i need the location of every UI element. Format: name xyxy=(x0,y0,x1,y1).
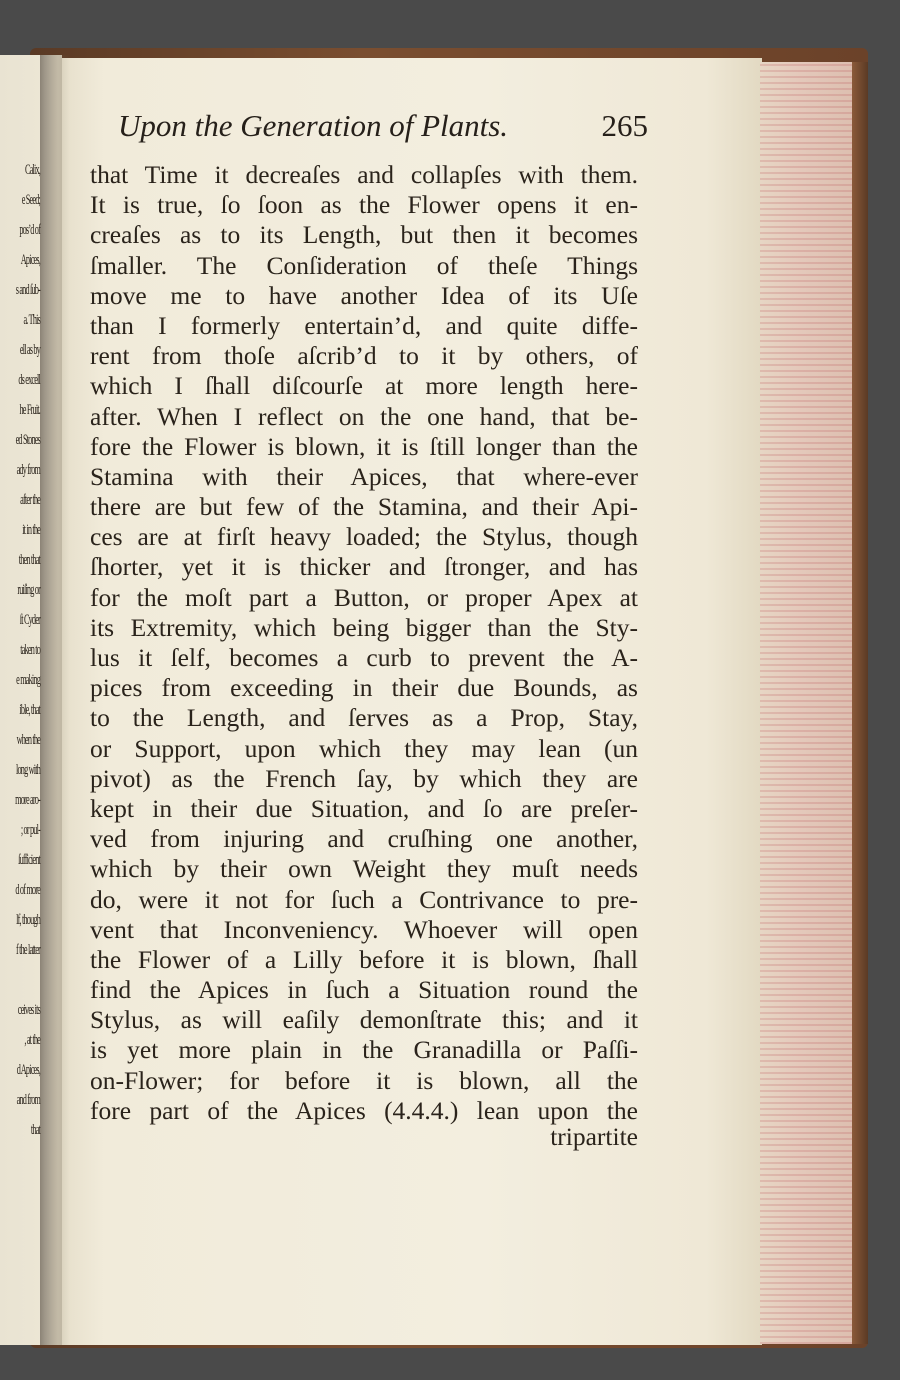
left-page-fragment: it in the xyxy=(22,522,40,538)
text-line: ſhorter, yet it is thicker and ſtronger, and has xyxy=(90,552,638,582)
text-line: is yet more plain in the Granadilla or Paſſi- xyxy=(90,1035,638,1065)
text-line: that Time it decreaſes and collapſes with them. xyxy=(90,160,638,189)
text-line: do, were it not for ſuch a Contrivance to pre- xyxy=(90,884,638,914)
left-page-fragment: d Apices, xyxy=(16,1062,40,1078)
left-page-fragment: long with xyxy=(16,762,40,778)
text-line: rent from thoſe aſcrib’d to it by others, of xyxy=(90,341,638,371)
left-page-fragment: a. This xyxy=(23,312,40,328)
left-page-fragment: ceives its xyxy=(17,1002,40,1018)
text-line: which I ſhall diſcourſe at more length here- xyxy=(90,371,638,401)
text-line: Stamina with their Apices, that where-ever xyxy=(90,461,638,491)
text-line: creaſes as to its Length, but then it becomes xyxy=(90,220,638,250)
left-page-fragment: ed Stones xyxy=(15,432,40,448)
text-line: the Flower of a Lilly before it is blown, ſhall xyxy=(90,944,638,974)
left-page-fragment: pos’d of xyxy=(19,222,40,238)
page-number: 265 xyxy=(601,108,648,143)
body-text xyxy=(90,160,638,1126)
text-line: ces are at firſt heavy loaded; the Stylus, though xyxy=(90,522,638,552)
left-page-fragment: , at the xyxy=(24,1032,40,1048)
text-line: or Support, upon which they may lean (un xyxy=(90,733,638,763)
left-page-fragment: ruiſing or xyxy=(17,582,40,598)
text-line: vent that Inconveniency. Whoever will open xyxy=(90,914,638,944)
cover-edge xyxy=(852,62,868,1344)
left-page-fragment: ady from xyxy=(16,462,40,478)
left-page-fragment: taken to xyxy=(20,642,40,658)
text-line: ved from injuring and cruſhing one another, xyxy=(90,824,638,854)
left-page-fragment: ſt Cyder xyxy=(19,612,40,628)
text-line: lus it ſelf, becomes a curb to prevent the A- xyxy=(90,643,638,672)
left-page-fragment: d of more xyxy=(15,882,40,898)
left-page-fragment: Calix, xyxy=(25,162,40,178)
text-line: It is true, ſo ſoon as the Flower opens it en- xyxy=(90,190,638,220)
left-page-text-fragments xyxy=(7,155,40,1145)
text-line: to the Length, and ſerves as a Prop, Stay, xyxy=(90,703,638,733)
left-page-fragment: when the xyxy=(16,732,40,748)
text-line: than I formerly entertain’d, and quite diffe- xyxy=(90,310,638,340)
left-page-fragment: ſufficient xyxy=(18,852,40,868)
left-page-fragment: ds excell xyxy=(18,372,40,388)
text-line: find the Apices in ſuch a Situation round the xyxy=(90,975,638,1005)
text-line: which by their own Weight they muſt needs xyxy=(90,854,638,884)
left-page-fragment: ell as by xyxy=(19,342,40,358)
text-line: kept in their due Situation, and ſo are preſer- xyxy=(90,793,638,823)
left-page-fragment: that xyxy=(30,1122,40,1138)
left-page-fragment: lf, though xyxy=(16,912,40,928)
text-line: on-Flower; for before it is blown, all the xyxy=(90,1065,638,1095)
left-page-fragment: e Seed; xyxy=(21,192,40,208)
left-page-fragment: more aro- xyxy=(15,792,40,808)
left-page-fragment: s and ſub- xyxy=(15,282,40,298)
text-line: move me to have another Idea of its Uſe xyxy=(90,280,638,310)
page-gutter-shadow xyxy=(40,55,70,1345)
running-title: Upon the Generation of Plants. xyxy=(118,108,509,143)
text-line: its Extremity, which being bigger than the Sty- xyxy=(90,612,638,642)
left-page-fragment: ; or pul- xyxy=(20,822,40,838)
left-page-fragment: and from xyxy=(16,1092,40,1108)
text-line: after. When I reflect on the one hand, that be- xyxy=(90,401,638,431)
left-page-fragment: ible, that xyxy=(19,702,40,718)
left-page-fragment: he Fruit. xyxy=(19,402,40,418)
text-line: pices from exceeding in their due Bounds, as xyxy=(90,673,638,703)
left-page-fragment: after the xyxy=(20,492,40,508)
text-line: there are but few of the Stamina, and their Api- xyxy=(90,492,638,522)
text-line: Stylus, as will eaſily demonſtrate this; and it xyxy=(90,1005,638,1035)
page-header xyxy=(118,108,648,148)
left-page-fragment xyxy=(7,965,40,995)
left-page-fragment: Apices, xyxy=(20,252,40,268)
left-page-fragment: then that xyxy=(18,552,40,568)
red-sprinkled-fore-edge xyxy=(760,62,852,1344)
text-line: for the moſt part a Button, or proper Apex at xyxy=(90,582,638,612)
text-line: fore part of the Apices (4.4.4.) lean upon the xyxy=(90,1095,638,1125)
text-line: pivot) as the French ſay, by which they are xyxy=(90,763,638,793)
text-line: ſmaller. The Conſideration of theſe Things xyxy=(90,250,638,280)
text-line: fore the Flower is blown, it is ſtill longer than the xyxy=(90,431,638,461)
catchword: tripartite xyxy=(550,1122,638,1151)
left-page-fragment: e making xyxy=(16,672,40,688)
left-page-fragment: f the latter xyxy=(15,942,40,958)
